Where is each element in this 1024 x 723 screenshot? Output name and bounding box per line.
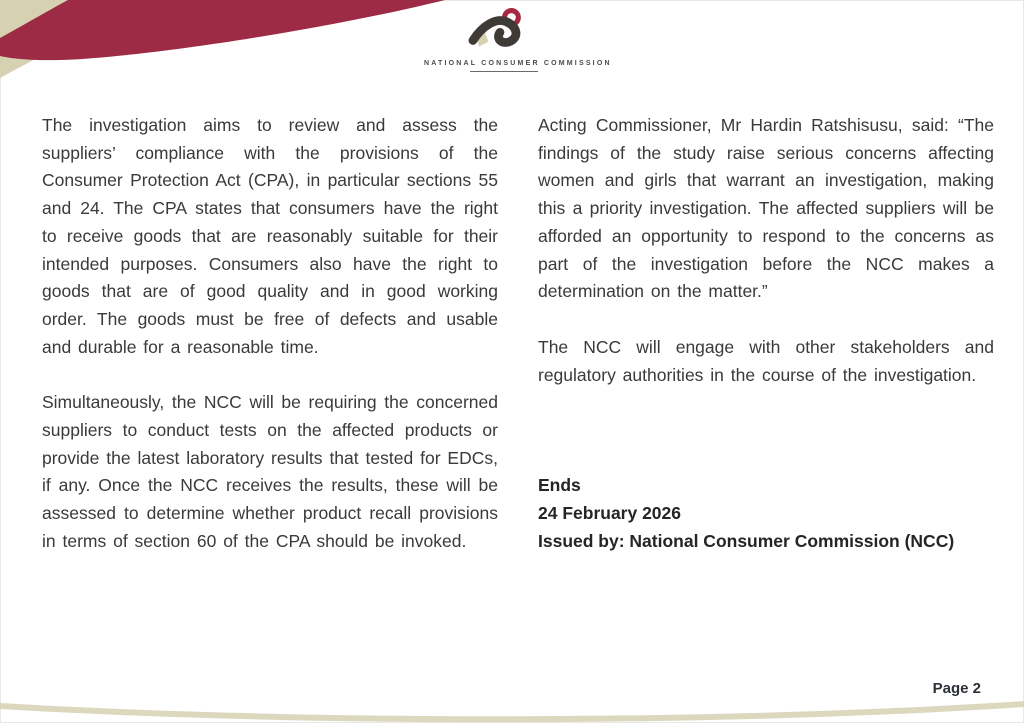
document-body (42, 112, 994, 584)
paragraph-stakeholders: The NCC will engage with other stakeholders and regulatory authorities in the course of the investigation. (538, 336, 994, 385)
ncc-logo (424, 4, 612, 72)
ends-line: Ends (538, 475, 581, 496)
paragraph-commissioner-quote: Acting Commissioner, Mr Hardin Ratshisusu, said: “The findings of the study raise serious concerns affecting women and girls that warrant an investigation, making this a priority investigation. The affected suppliers will be afforded an opportunity to respond to the concerns as part of the investigation before the NCC makes a determination on the matter.” (538, 115, 994, 302)
issued-by-line: Issued by: National Consumer Commission (NCC) (538, 531, 955, 552)
right-column (538, 112, 994, 584)
ncc-logo-icon (444, 4, 564, 58)
logo-org-name: NATIONAL CONSUMER COMMISSION (424, 60, 612, 67)
issue-block (538, 471, 994, 555)
logo-underline (470, 71, 538, 72)
bottom-wave-decoration (0, 689, 1024, 723)
date-line: 24 February 2026 (538, 503, 682, 524)
paragraph-simultaneously: Simultaneously, the NCC will be requiring the concerned suppliers to conduct tests on the affected products or provide the latest laboratory results that tested for EDCs, if any. Once the NCC receives the results, these will be assessed to determine whether product recall provisions in terms of section 60 of the CPA should be invoked. (42, 392, 498, 551)
paragraph-investigation-aims: The investigation aims to review and assess the suppliers’ compliance with the provisions of the Consumer Protection Act (CPA), in particular sections 55 and 24. The CPA states that consumers have the right to receive goods that are reasonably suitable for their intended purposes. Consumers also have the right to goods that are of good quality and in good working order. The goods must be free of defects and usable and durable for a reasonable time. (42, 115, 498, 357)
page-number: Page 2 (932, 680, 981, 697)
left-column (42, 112, 498, 584)
